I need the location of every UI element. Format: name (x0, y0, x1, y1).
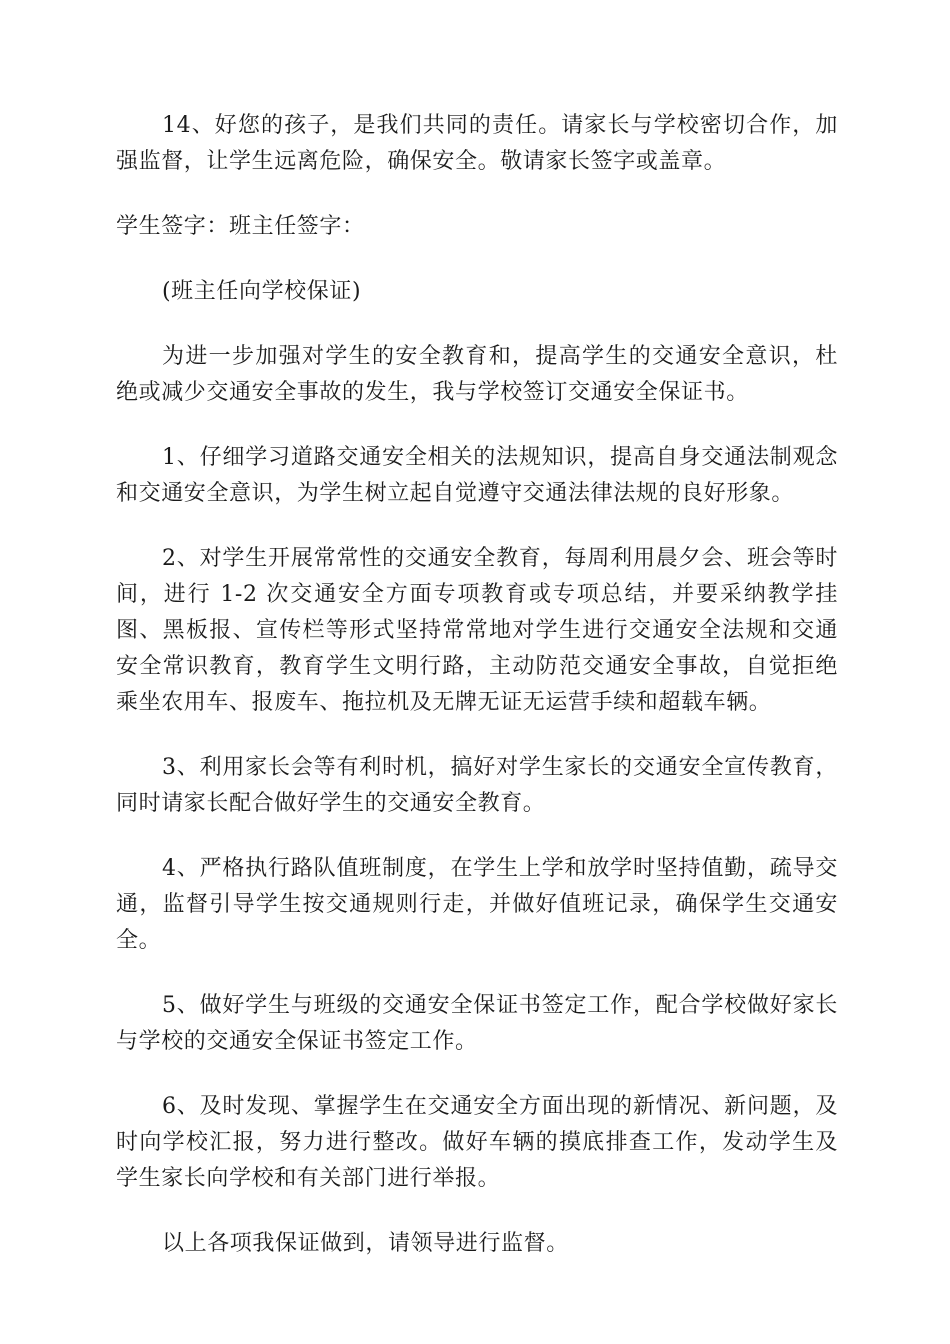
paragraph-subtitle: (班主任向学校保证) (162, 279, 362, 304)
paragraph-item-5: 5、做好学生与班级的交通安全保证书签定工作，配合学校做好家长与学校的交通安全保证书签定工作。 (116, 993, 838, 1054)
paragraph-item-2: 2、对学生开展常常性的交通安全教育，每周利用晨夕会、班会等时间，进行 1-2 次交通安全方面专项教育或专项总结，并要采纳教学挂图、黑板报、宣传栏等形式坚持常常地对学生进行交通安全法规和交通安全常识教育，教育学生文明行路，主动防范交通安全事故，自觉拒绝乘坐农用车、报废车、拖拉机及无牌无证无运营手续和超载车辆。 (116, 546, 838, 715)
paragraph-intro: 为进一步加强对学生的安全教育和，提高学生的交通安全意识，杜绝或减少交通安全事故的发生，我与学校签订交通安全保证书。 (116, 344, 838, 405)
paragraph-parent-responsibility: 14、好您的孩子，是我们共同的责任。请家长与学校密切合作，加强监督，让学生远离危险，确保安全。敬请家长签字或盖章。 (116, 113, 838, 174)
paragraph-item-3: 3、利用家长会等有利时机，搞好对学生家长的交通安全宣传教育，同时请家长配合做好学生的交通安全教育。 (116, 755, 838, 816)
paragraph-item-1: 1、仔细学习道路交通安全相关的法规知识，提高自身交通法制观念和交通安全意识，为学生树立起自觉遵守交通法律法规的良好形象。 (116, 445, 838, 506)
paragraph-signature-line: 学生签字：班主任签字： (116, 214, 365, 239)
paragraph-item-4: 4、严格执行路队值班制度，在学生上学和放学时坚持值勤，疏导交通，监督引导学生按交通规则行走，并做好值班记录，确保学生交通安全。 (116, 856, 838, 953)
paragraph-item-6: 6、及时发现、掌握学生在交通安全方面出现的新情况、新问题，及时向学校汇报，努力进行整改。做好车辆的摸底排查工作，发动学生及学生家长向学校和有关部门进行举报。 (116, 1094, 838, 1191)
paragraph-closing: 以上各项我保证做到，请领导进行监督。 (162, 1231, 569, 1256)
document-body (116, 108, 838, 1262)
